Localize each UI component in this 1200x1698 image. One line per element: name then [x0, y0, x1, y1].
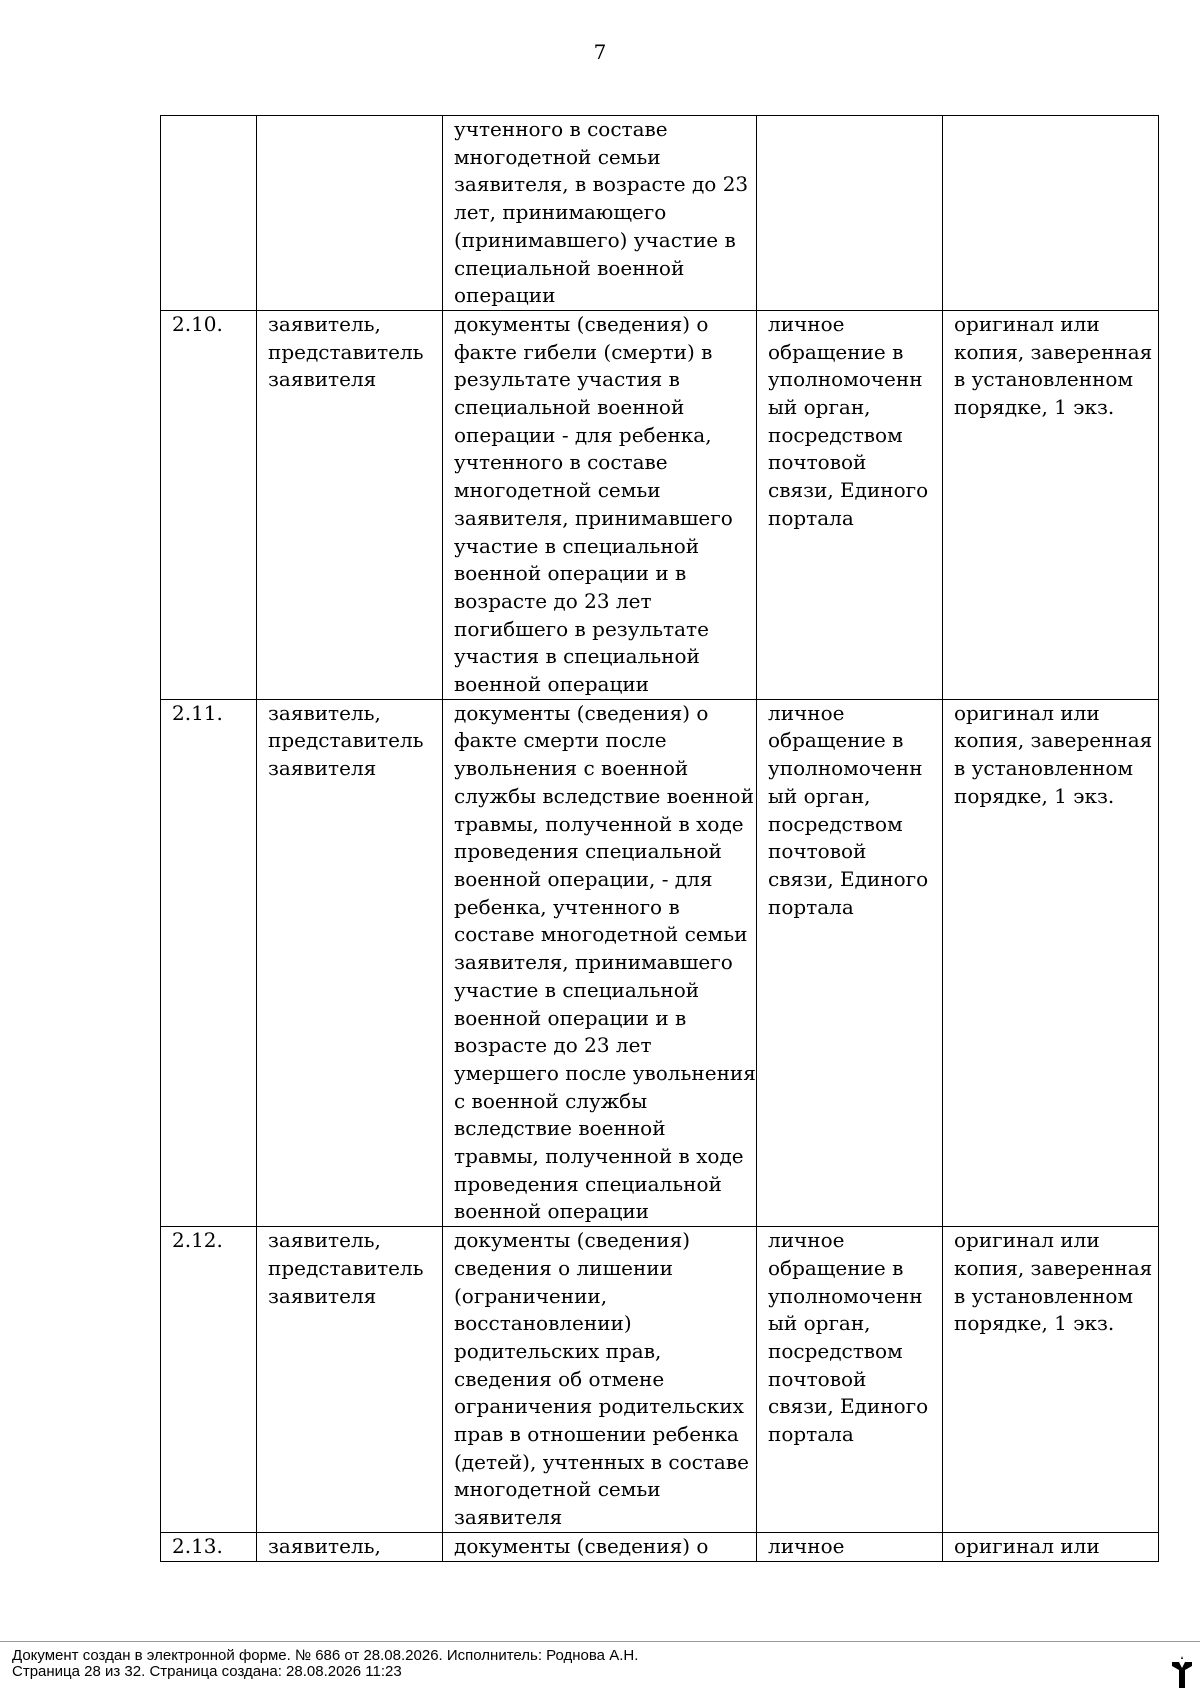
cell-text-line: копия, заверенная: [954, 728, 1153, 753]
cell-text-line: личное: [768, 700, 845, 725]
cell-text-line: многодетной семьи: [454, 478, 661, 503]
cell-text-line: оригинал или: [954, 311, 1100, 336]
cell-text-line: родительских прав,: [454, 1338, 662, 1363]
cell-text-line: составе многодетной семьи: [454, 922, 748, 947]
cell-text-line: восстановлении): [454, 1311, 632, 1336]
cell-text-line: ребенка, учтенного в: [454, 894, 680, 919]
cell-text-line: документы (сведения): [454, 1228, 691, 1253]
cell-text-line: ый орган,: [768, 395, 871, 420]
cell-text-line: почтовой: [768, 1366, 867, 1391]
row-number: 2.12.: [172, 1228, 223, 1253]
cell-text-line: связи, Единого: [768, 478, 929, 503]
cell-text-line: посредством: [768, 811, 903, 836]
cell-text-line: проведения специальной: [454, 1171, 722, 1196]
cell-text-line: ый орган,: [768, 1311, 871, 1336]
cell-text-line: оригинал или: [954, 700, 1100, 725]
cell-text-line: представитель: [268, 339, 424, 364]
cell-text-line: заявителя, принимавшего: [454, 950, 733, 975]
cell-number: [161, 1532, 257, 1561]
cell-document: [443, 116, 757, 311]
cell-number: [161, 1227, 257, 1533]
cell-text-line: оригинал или: [954, 1228, 1100, 1253]
cell-text-line: факте гибели (смерти) в: [454, 339, 713, 364]
table-row: [161, 1227, 1159, 1533]
table-row: [161, 116, 1159, 311]
cell-text-line: уполномоченн: [768, 367, 923, 392]
cell-text-line: заявителя: [454, 1505, 563, 1530]
cell-text-line: заявителя, принимавшего: [454, 505, 733, 530]
cell-text-line: представитель: [268, 1255, 424, 1280]
cell-text-line: заявитель,: [268, 1228, 381, 1253]
cell-document-form: [943, 1227, 1159, 1533]
cell-text-line: оригинал или: [954, 1533, 1100, 1558]
cell-text-line: многодетной семьи: [454, 144, 661, 169]
cell-text-line: копия, заверенная: [954, 1255, 1153, 1280]
footer-line-document-info: Документ создан в электронной форме. № 686 от 28.08.2026. Исполнитель: Роднова А.Н.: [12, 1647, 639, 1664]
cell-number: [161, 116, 257, 311]
cell-text-line: обращение в: [768, 339, 904, 364]
cell-text-line: порядке, 1 экз.: [954, 1311, 1115, 1336]
cell-text-line: сведения о лишении: [454, 1255, 673, 1280]
cell-text-line: операции - для ребенка,: [454, 422, 712, 447]
cell-document-form: [943, 1532, 1159, 1561]
cell-submitter: [257, 310, 443, 699]
cell-text-line: обращение в: [768, 728, 904, 753]
cell-submission-method: [757, 699, 943, 1226]
cell-text-line: сведения об отмене: [454, 1366, 665, 1391]
cell-text-line: операции: [454, 283, 556, 308]
cell-text-line: порядке, 1 экз.: [954, 783, 1115, 808]
cell-text-line: учтенного в составе: [454, 450, 668, 475]
cell-text-line: с военной службы: [454, 1088, 648, 1113]
cell-text-line: возрасте до 23 лет: [454, 588, 652, 613]
table-row: [161, 1532, 1159, 1561]
documents-table: [160, 115, 1159, 1562]
cell-text-line: (ограничении,: [454, 1283, 608, 1308]
cell-text-line: личное: [768, 1228, 845, 1253]
page-number: 7: [593, 40, 607, 64]
cell-submitter: [257, 699, 443, 1226]
cell-document: [443, 699, 757, 1226]
cell-text-line: портала: [768, 894, 854, 919]
cell-text-line: травмы, полученной в ходе: [454, 811, 744, 836]
cell-text-line: учтенного в составе: [454, 117, 668, 141]
table-row: [161, 310, 1159, 699]
cell-text-line: связи, Единого: [768, 1394, 929, 1419]
cell-text-line: военной операции: [454, 1199, 649, 1224]
cell-text-line: службы вследствие военной: [454, 783, 754, 808]
cell-document: [443, 1227, 757, 1533]
cell-text-line: в установленном: [954, 367, 1134, 392]
cell-text-line: травмы, полученной в ходе: [454, 1144, 744, 1169]
cell-text-line: военной операции и в: [454, 1005, 687, 1030]
cell-text-line: документы (сведения) о: [454, 311, 709, 336]
cell-text-line: заявитель,: [268, 1533, 381, 1558]
cell-submission-method: [757, 310, 943, 699]
cell-text-line: документы (сведения) о: [454, 700, 709, 725]
cell-text-line: документы (сведения) о: [454, 1533, 709, 1558]
cell-text-line: личное: [768, 311, 845, 336]
table-body: [161, 116, 1159, 1562]
cell-text-line: погибшего в результате: [454, 616, 709, 641]
cell-text-line: увольнения с военной: [454, 756, 689, 781]
cell-text-line: участия в специальной: [454, 644, 700, 669]
cell-text-line: проведения специальной: [454, 839, 722, 864]
table-row: [161, 699, 1159, 1226]
cell-text-line: военной операции: [454, 672, 649, 697]
row-number: 2.13.: [172, 1533, 223, 1558]
cell-text-line: (принимавшего) участие в: [454, 227, 736, 252]
cell-text-line: специальной военной: [454, 255, 685, 280]
cell-submitter: [257, 1532, 443, 1561]
cell-submission-method: [757, 116, 943, 311]
cell-text-line: лет, принимающего: [454, 200, 667, 225]
footer: [12, 1648, 638, 1680]
cell-text-line: результате участия в: [454, 367, 680, 392]
cell-document-form: [943, 699, 1159, 1226]
cell-text-line: уполномоченн: [768, 1283, 923, 1308]
cell-text-line: ый орган,: [768, 783, 871, 808]
cell-text-line: почтовой: [768, 450, 867, 475]
cell-text-line: уполномоченн: [768, 756, 923, 781]
cell-text-line: участие в специальной: [454, 533, 700, 558]
cell-text-line: заявителя, в возрасте до 23: [454, 172, 749, 197]
cell-submitter: [257, 116, 443, 311]
cell-text-line: в установленном: [954, 1283, 1134, 1308]
cell-text-line: (детей), учтенных в составе: [454, 1449, 749, 1474]
cell-submission-method: [757, 1532, 943, 1561]
cell-text-line: прав в отношении ребенка: [454, 1422, 739, 1447]
cell-text-line: заявителя: [268, 367, 377, 392]
cell-text-line: представитель: [268, 728, 424, 753]
cell-submitter: [257, 1227, 443, 1533]
cell-text-line: почтовой: [768, 839, 867, 864]
cell-text-line: вследствие военной: [454, 1116, 666, 1141]
cell-text-line: ограничения родительских: [454, 1394, 744, 1419]
cell-number: [161, 310, 257, 699]
cell-text-line: военной операции, - для: [454, 866, 713, 891]
cell-text-line: заявитель,: [268, 311, 381, 336]
row-number: 2.11.: [172, 700, 223, 725]
cell-text-line: факте смерти после: [454, 728, 667, 753]
cell-text-line: личное: [768, 1533, 845, 1558]
cell-text-line: посредством: [768, 422, 903, 447]
cell-text-line: военной операции и в: [454, 561, 687, 586]
cell-text-line: посредством: [768, 1338, 903, 1363]
cell-submission-method: [757, 1227, 943, 1533]
cell-text-line: портала: [768, 505, 854, 530]
footer-line-page-info: Страница 28 из 32. Страница создана: 28.08.2026 11:23: [12, 1663, 402, 1680]
cell-text-line: участие в специальной: [454, 977, 700, 1002]
cell-text-line: в установленном: [954, 756, 1134, 781]
cell-document: [443, 1532, 757, 1561]
cell-document: [443, 310, 757, 699]
footer-divider: [0, 1641, 1200, 1642]
cell-text-line: портала: [768, 1422, 854, 1447]
cell-text-line: специальной военной: [454, 395, 685, 420]
row-number: 2.10.: [172, 311, 223, 336]
coat-of-arms-icon: [1170, 1656, 1194, 1690]
cell-text-line: заявителя: [268, 756, 377, 781]
cell-number: [161, 699, 257, 1226]
cell-document-form: [943, 116, 1159, 311]
cell-text-line: заявителя: [268, 1283, 377, 1308]
cell-text-line: многодетной семьи: [454, 1477, 661, 1502]
cell-text-line: умершего после увольнения: [454, 1060, 756, 1085]
cell-text-line: связи, Единого: [768, 866, 929, 891]
cell-text-line: копия, заверенная: [954, 339, 1153, 364]
cell-text-line: возрасте до 23 лет: [454, 1033, 652, 1058]
cell-document-form: [943, 310, 1159, 699]
cell-text-line: обращение в: [768, 1255, 904, 1280]
cell-text-line: порядке, 1 экз.: [954, 395, 1115, 420]
cell-text-line: заявитель,: [268, 700, 381, 725]
